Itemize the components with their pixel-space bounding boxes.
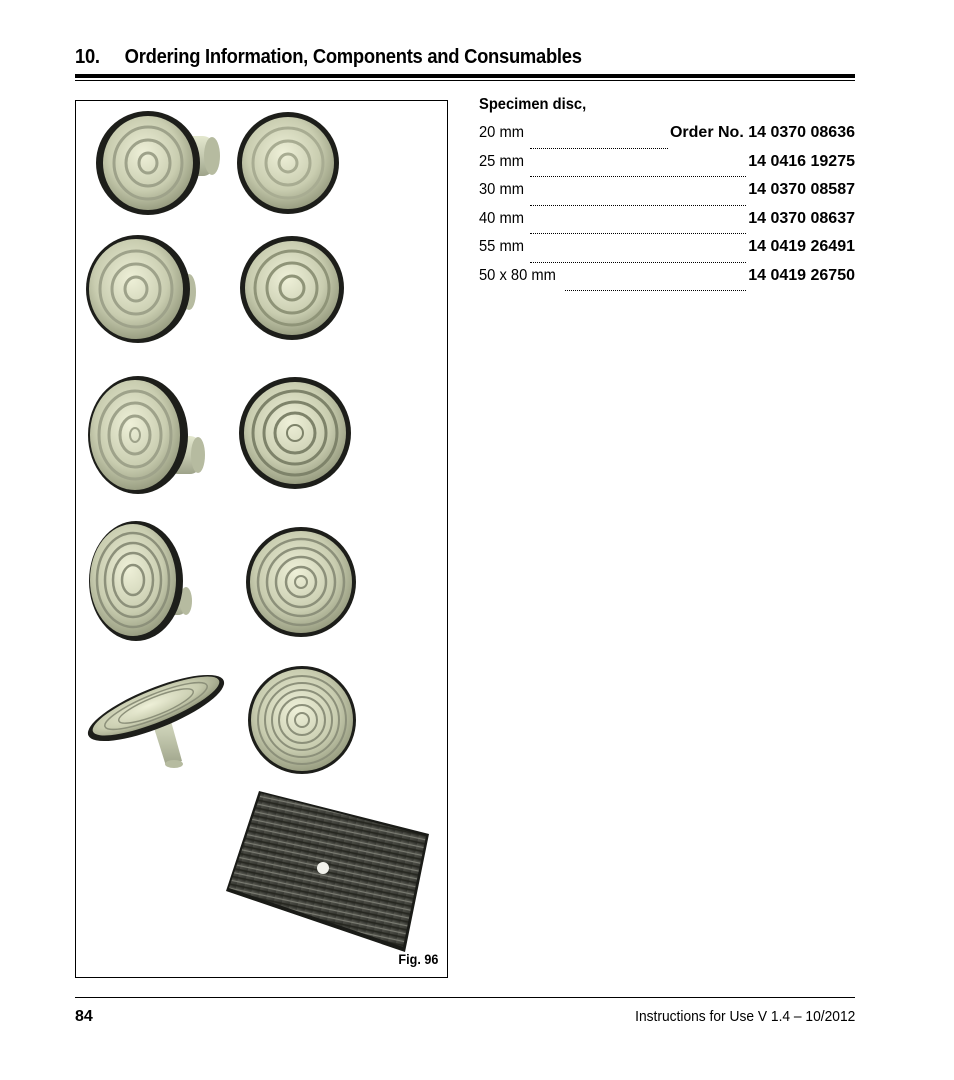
specimen-disc-20mm-side (96, 111, 220, 215)
ordering-title: Specimen disc, (479, 96, 587, 113)
order-size: 50 x 80 mm (479, 266, 556, 284)
order-row (479, 124, 855, 153)
order-size: 25 mm (479, 152, 524, 170)
order-number: 14 0416 19275 (748, 152, 855, 170)
leader-dots (530, 232, 746, 234)
order-size: 30 mm (479, 181, 524, 198)
footer-rule (75, 997, 855, 998)
header-rule-thin (75, 80, 855, 81)
specimen-disc-55mm-side (81, 662, 231, 768)
order-size: 20 mm (479, 124, 524, 141)
leader-dots (530, 204, 746, 206)
document-version: Instructions for Use V 1.4 – 10/2012 (634, 1008, 855, 1025)
specimen-disc-30mm-top (239, 377, 351, 489)
specimen-disc-40mm-top (246, 527, 356, 637)
order-number: 14 0419 26750 (748, 266, 855, 284)
order-number: 14 0419 26491 (748, 238, 855, 255)
order-row (479, 210, 855, 239)
specimen-disc-40mm-side (89, 521, 192, 641)
specimen-disc-illustrations (76, 101, 449, 979)
leader-dots (530, 175, 746, 177)
leader-dots (530, 147, 668, 149)
figure-label: Fig. 96 (398, 951, 438, 967)
specimen-disc-20mm-top (237, 112, 339, 214)
order-number: 14 0370 08587 (748, 181, 855, 198)
order-row (479, 181, 855, 210)
section-title: Ordering Information, Components and Consumables (124, 46, 582, 68)
order-row (479, 153, 855, 182)
header-rule (75, 74, 855, 78)
order-size: 40 mm (479, 209, 524, 227)
specimen-disc-30mm-side (88, 376, 205, 494)
order-list (479, 124, 855, 295)
ordering-info (479, 96, 855, 295)
page-number: 84 (75, 1008, 93, 1025)
section-number: 10. (75, 46, 100, 68)
specimen-disc-55mm-top (248, 666, 356, 774)
specimen-disc-50x80mm (226, 791, 429, 952)
specimen-disc-25mm-top (240, 236, 344, 340)
leader-dots (565, 289, 747, 291)
section-heading (75, 46, 793, 69)
order-size: 55 mm (479, 238, 524, 255)
leader-dots (530, 261, 746, 263)
order-row (479, 267, 855, 296)
order-row (479, 238, 855, 267)
order-number: 14 0370 08637 (748, 209, 855, 227)
order-number: Order No. 14 0370 08636 (669, 124, 855, 141)
specimen-disc-25mm-side (86, 235, 196, 343)
figure-frame (75, 100, 448, 978)
